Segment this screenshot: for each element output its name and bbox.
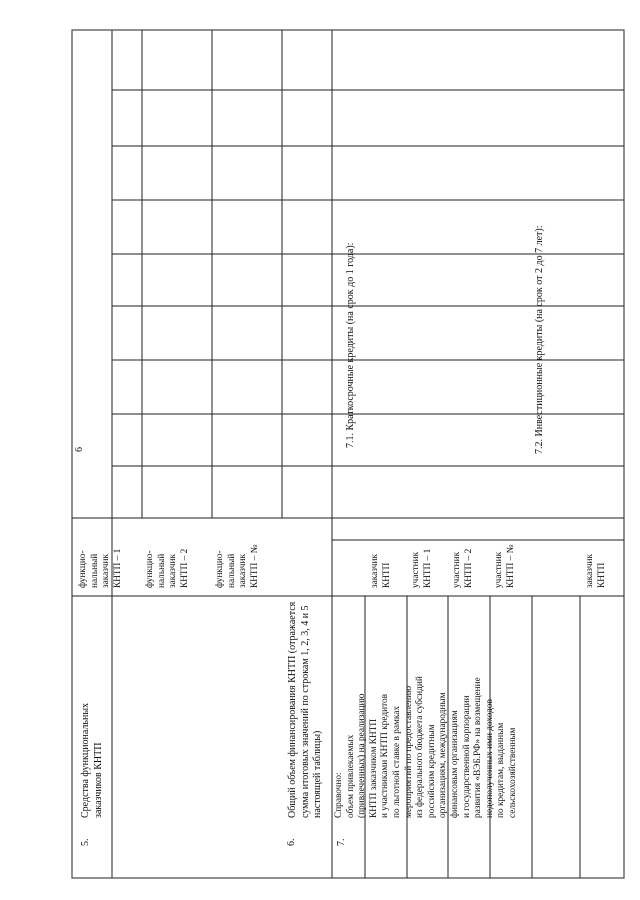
row-5-number: 5. — [80, 838, 91, 846]
row-6-number: 6. — [286, 838, 297, 846]
page-number: 6 — [74, 447, 85, 452]
row-7-1-subrow-4: участник КНТП – № — [494, 544, 516, 588]
row-5-subrow-3: функцио- нальный заказчик КНТП – № — [215, 544, 260, 588]
row-7-label: Справочно: объем привлекаемых (привлеченных) на реализацию КНТП заказчиком КНТП и участниками КНТП кредитов по льготной ставке в рамках мероприятий по предоставлению из федерального бюджета субсидий российским кредитным организациям, международным финансовым организациям и государственной корпорации развития «ВЭБ.РФ» на возмещение недополученных ими доходов по кредитам, выданным сельскохозяйственным — [334, 676, 518, 818]
row-7-1-subrow-2: участник КНТП – 1 — [411, 548, 433, 588]
section-7-2-heading: 7.2. Инвестиционные кредиты (на срок от 2 до 7 лет): — [534, 225, 545, 454]
row-5-subrow-1: функцио- нальный заказчик КНТП – 1 — [78, 548, 123, 588]
row-5-subrow-2: функцио- нальный заказчик КНТП – 2 — [145, 548, 190, 588]
row-7-number: 7. — [336, 838, 347, 846]
row-7-1-subrow-3: участник КНТП – 2 — [452, 548, 474, 588]
row-7-2-subrow-1: заказчик КНТП — [585, 554, 607, 588]
row-5-label: Средства функциональных заказчиков КНТП — [80, 702, 104, 818]
row-7-1-subrow-1: заказчик КНТП — [370, 554, 392, 588]
row-6-label: Общий объем финансирования КНТП (отражается сумма итоговых значений по строкам 1, 2, 3, 4 и 5 настоящей таблицы) — [287, 601, 323, 818]
section-7-1-heading: 7.1. Краткосрочные кредиты (на срок до 1 года): — [345, 242, 356, 448]
